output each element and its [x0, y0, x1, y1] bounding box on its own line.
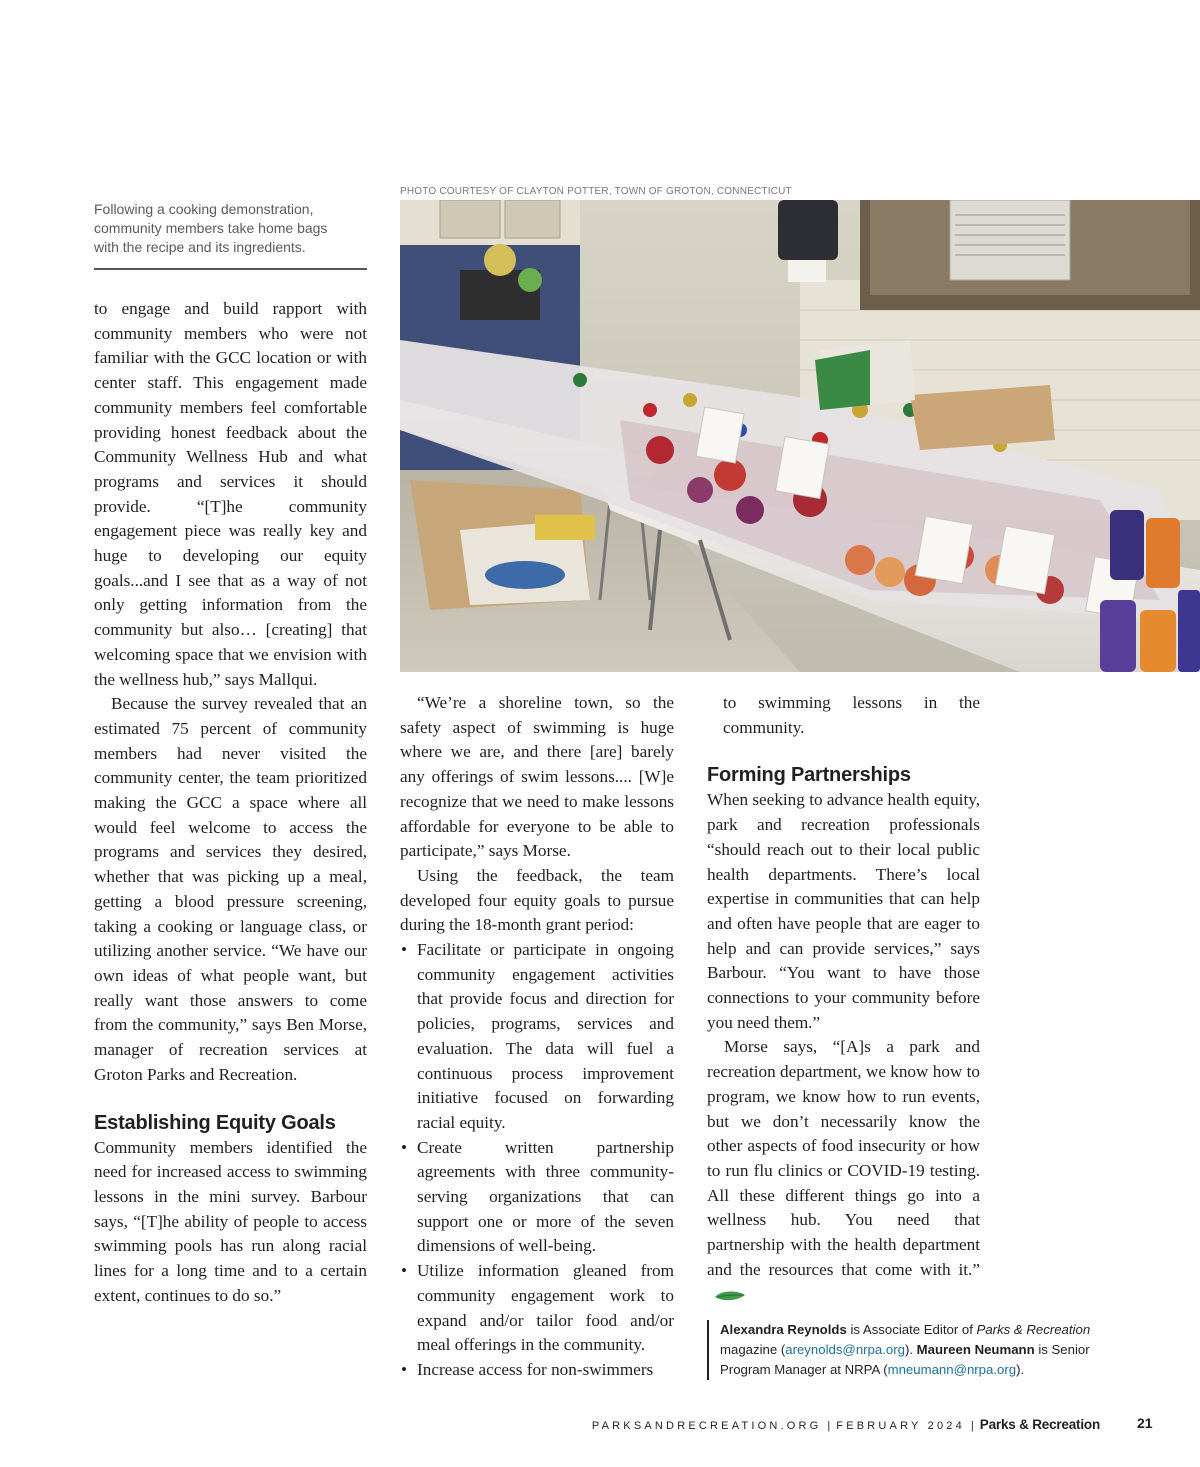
bio-text: is Senior Program Manager at NRPA (	[720, 1342, 1090, 1377]
footer-separator: |	[827, 1420, 831, 1432]
footer-separator: |	[970, 1420, 974, 1432]
footer-url: PARKSANDRECREATION.ORG	[591, 1420, 822, 1432]
paragraph-text: Morse says, “[A]s a park and recreation department, we know how to program, we know how to run events, but we don’t necessarily know the other aspects of food insecurity or how to run flu clinics or COVID-19 testing. All these different things go into a wellness hub. You need that partnership with the health department and the resources that come with it.”	[707, 1037, 980, 1279]
author-name: Maureen Neumann	[916, 1342, 1035, 1357]
body-paragraph: Because the survey revealed that an estimated 75 percent of community members had never visited the community center, the team prioritized making the GCC a space where all would feel welcome to access the programs and services they desired, whether that was picking up a meal, getting a blood pressure screening, taking a cooking or language class, or utilizing another service. “We have our own ideas of what people want, but really want those answers to come from the community,” says Ben Morse, manager of recreation services at Groton Parks and Recreation.	[94, 694, 367, 1084]
caption-divider	[94, 268, 367, 270]
author-email-link[interactable]: mneumann@nrpa.org	[887, 1362, 1017, 1377]
body-paragraph: Using the feedback, the team developed four equity goals to pursue during the 18-month grant period:	[400, 865, 674, 935]
list-item: • Utilize information gleaned from community engagement work to expand and/or tailor food and/or meal offerings in the community.	[400, 1259, 674, 1358]
caption-line: community members take home bags	[94, 220, 328, 236]
bio-text: ).	[1016, 1362, 1025, 1377]
section-heading: Establishing Equity Goals	[94, 1111, 336, 1134]
photo-credit: PHOTO COURTESY OF CLAYTON POTTER, TOWN OF GROTON, CONNECTICUT	[400, 186, 792, 197]
author-bio	[707, 1320, 1120, 1380]
list-item: • Increase access for non-swimmers	[400, 1358, 674, 1383]
article-column-3	[707, 691, 980, 1307]
body-paragraph: to engage and build rapport with community members who were not familiar with the GCC location or with center staff. This engagement made community members feel comfortable providing honest feedback about the Community Wellness Hub and what programs and services it should provide. “[T]he community engagement piece was really key and huge to developing our equity goals...and I see that as a way of not only getting information from the community but also… [creating] that welcoming space that we envision with the wellness hub,” says Mallqui.	[94, 299, 367, 689]
page-footer	[592, 1417, 1100, 1432]
bio-text: ).	[904, 1342, 917, 1357]
publication-name: Parks & Recreation	[976, 1322, 1091, 1337]
article-column-1	[94, 297, 367, 1308]
footer-brand: Parks & Recreation	[979, 1417, 1100, 1432]
bio-text: magazine (	[720, 1342, 786, 1357]
body-paragraph: to swimming lessons in the community.	[723, 693, 980, 737]
list-item: • Create written partnership agreements with three community-serving organizations that can support one or more of the seven dimensions of well-being.	[400, 1136, 674, 1260]
page-number: 21	[1137, 1415, 1153, 1431]
bio-text: is Associate Editor of	[846, 1322, 977, 1337]
article-column-2	[400, 691, 674, 1383]
leaf-end-icon	[713, 1289, 747, 1303]
photo-illustration	[400, 200, 1200, 672]
caption-line: Following a cooking demonstration,	[94, 201, 314, 217]
equity-goals-list	[400, 938, 674, 1383]
list-item: • Facilitate or participate in ongoing community engagement activities that provide focus and direction for policies, programs, services and evaluation. The data will fuel a continuous process improvement initiative focused on forwarding racial equity.	[400, 938, 674, 1136]
body-paragraph	[707, 1035, 980, 1307]
photo-caption	[94, 200, 366, 257]
body-paragraph: “We’re a shoreline town, so the safety aspect of swimming is huge where we are, and there [are] barely any offerings of swim lessons.... [W]e recognize that we need to make lessons affordable for everyone to be able to participate,” says Morse.	[400, 693, 674, 861]
caption-line: with the recipe and its ingredients.	[94, 239, 306, 255]
section-heading: Forming Partnerships	[707, 764, 911, 787]
community-bags-photo	[400, 200, 1200, 672]
author-email-link[interactable]: areynolds@nrpa.org	[785, 1342, 905, 1357]
body-paragraph: Community members identified the need for increased access to swimming lessons in the mini survey. Barbour says, “[T]he ability of people to access swimming pools has run along racial lines for a long time and to a certain extent, continues to do so.”	[94, 1137, 367, 1305]
author-name: Alexandra Reynolds	[720, 1322, 847, 1337]
body-paragraph: When seeking to advance health equity, park and recreation professionals “should reach out to their local public health departments. There’s local expertise in communities that can help and often have people that are eager to help and can provide services,” says Barbour. “You want to have those connections to your community before you need them.”	[707, 790, 980, 1032]
footer-date: FEBRUARY 2024	[836, 1420, 965, 1432]
